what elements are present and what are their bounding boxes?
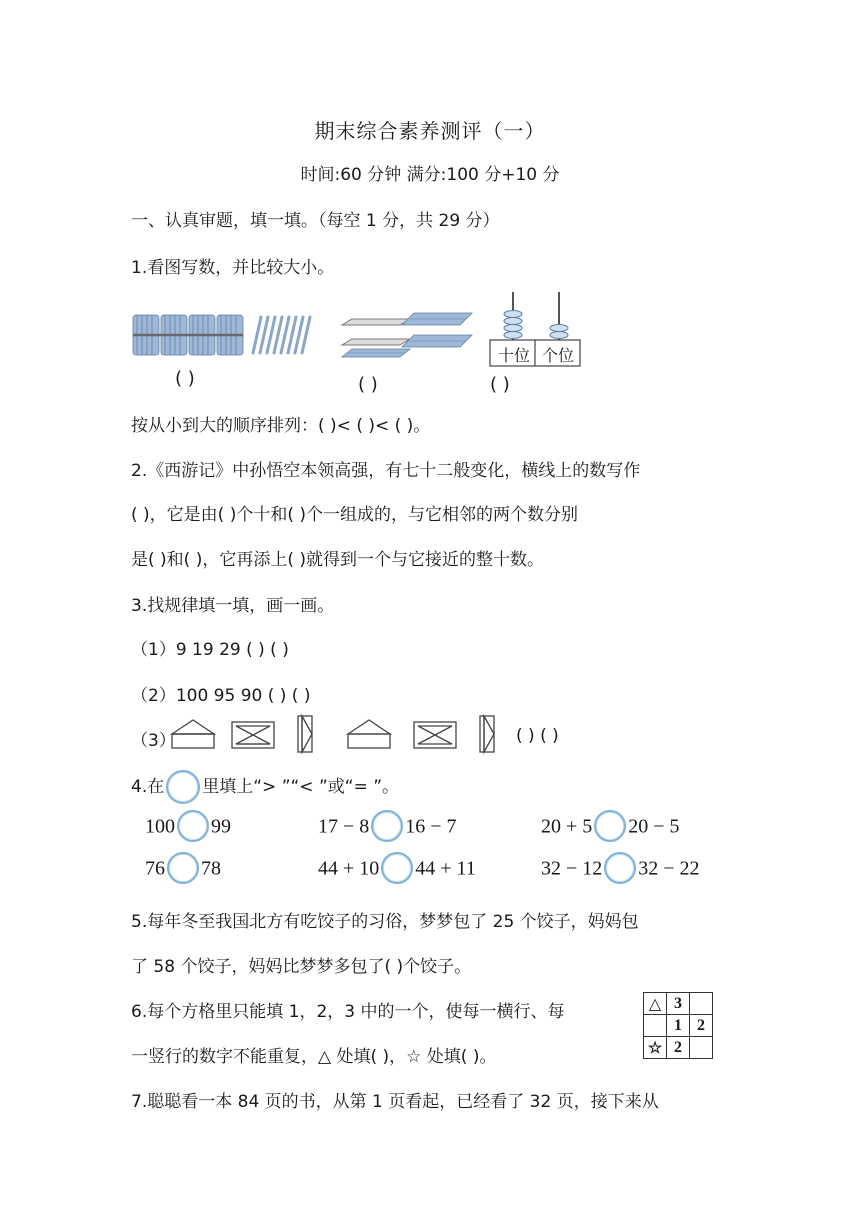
compare-item (541, 812, 680, 844)
circle-icon (166, 770, 200, 804)
compare-item (145, 854, 221, 886)
q5-line-1: 5.每年冬至我国北方有吃饺子的习俗，梦梦包了 25 个饺子，妈妈包 (131, 912, 639, 932)
grid-cell: △ (644, 993, 667, 1015)
abacus-tens-label: 十位 (497, 346, 530, 365)
grid-cell: ☆ (644, 1037, 667, 1059)
grid-cell: 2 (667, 1037, 690, 1059)
q1-answer-b[interactable]: ( ) (358, 374, 378, 395)
q3-item-2: （2）100 95 90 ( ) ( ) (131, 686, 311, 706)
compare-circle[interactable] (167, 852, 199, 884)
triangle-up-box (172, 720, 214, 748)
q1-answer-c[interactable]: ( ) (490, 374, 510, 395)
compare-left: 44 + 10 (318, 857, 380, 880)
compare-right: 78 (201, 857, 221, 880)
compare-item (318, 854, 476, 886)
q5-line-2: 了 58 个饺子，妈妈比梦梦多包了( )个饺子。 (131, 957, 472, 977)
compare-item (541, 854, 700, 886)
stick-bundles-picture (131, 305, 316, 365)
compare-right: 44 + 11 (415, 857, 476, 880)
compare-left: 100 (145, 815, 175, 838)
q2-line-1: 2.《西游记》中孙悟空本领高强，有七十二般变化，横线上的数写作 (131, 461, 641, 481)
compare-left: 17 − 8 (318, 815, 370, 838)
number-grid (643, 992, 713, 1059)
abacus-ones-label: 个位 (541, 346, 574, 365)
compare-circle[interactable] (604, 852, 636, 884)
q1-heading: 1.看图写数，并比较大小。 (131, 258, 335, 278)
q1-answer-a[interactable]: ( ) (175, 368, 195, 389)
compare-left: 32 − 12 (541, 857, 603, 880)
grid-cell: 3 (667, 993, 690, 1015)
compare-right: 16 − 7 (405, 815, 457, 838)
q3-item-1: （1）9 19 29 ( ) ( ) (131, 640, 289, 660)
triangle-side-box (298, 716, 312, 752)
q2-line-3: 是( )和( )，它再添上( )就得到一个与它接近的整十数。 (131, 550, 545, 570)
compare-left: 20 + 5 (541, 815, 593, 838)
compare-circle[interactable] (594, 810, 626, 842)
grid-cell (644, 1015, 667, 1037)
q4-heading-pre: 4.在 (131, 777, 165, 797)
q1-order-line: 按从小到大的顺序排列：( )< ( )< ( )。 (131, 416, 431, 436)
loose-sticks (253, 317, 310, 353)
exam-info: 时间:60 分钟 满分:100 分+10 分 (300, 165, 560, 185)
compare-right: 32 − 22 (638, 857, 700, 880)
q7-line-1: 7.聪聪看一本 84 页的书，从第 1 页看起，已经看了 32 页，接下来从 (131, 1092, 659, 1112)
q4-heading (131, 770, 399, 804)
compare-circle[interactable] (177, 810, 209, 842)
compare-circle[interactable] (371, 810, 403, 842)
grid-cell: 2 (690, 1015, 713, 1037)
shape-pattern (170, 712, 510, 756)
q3-heading: 3.找规律填一填，画一画。 (131, 596, 335, 616)
compare-item (318, 812, 457, 844)
compare-circle[interactable] (381, 852, 413, 884)
grid-cell (690, 993, 713, 1015)
triangle-up-box-2 (348, 720, 390, 748)
page-title: 期末综合素养测评（一） (314, 119, 546, 143)
compare-right: 20 − 5 (628, 815, 680, 838)
q3-item-3-label: （3） (131, 731, 176, 751)
q3-item-3-blanks[interactable]: ( ) ( ) (516, 726, 559, 746)
triangle-down-box-2 (414, 722, 456, 748)
q4-heading-post: 里填上“> ”“< ”或“= ”。 (202, 777, 400, 797)
compare-right: 99 (211, 815, 231, 838)
q6-line-1: 6.每个方格里只能填 1，2，3 中的一个，使每一横行、每 (131, 1002, 565, 1022)
section-heading: 一、认真审题，填一填。（每空 1 分，共 29 分） (131, 211, 500, 231)
compare-left: 76 (145, 857, 165, 880)
triangle-side-box-2 (480, 716, 494, 752)
grid-cell: 1 (667, 1015, 690, 1037)
triangle-down-box (232, 722, 274, 748)
grid-cell (690, 1037, 713, 1059)
compare-item (145, 812, 231, 844)
q2-line-2: ( )，它是由( )个十和( )个一组成的，与它相邻的两个数分别 (131, 505, 579, 525)
q6-line-2: 一竖行的数字不能重复，△ 处填( )，☆ 处填( )。 (131, 1047, 497, 1067)
cube-plates-picture (340, 305, 475, 365)
